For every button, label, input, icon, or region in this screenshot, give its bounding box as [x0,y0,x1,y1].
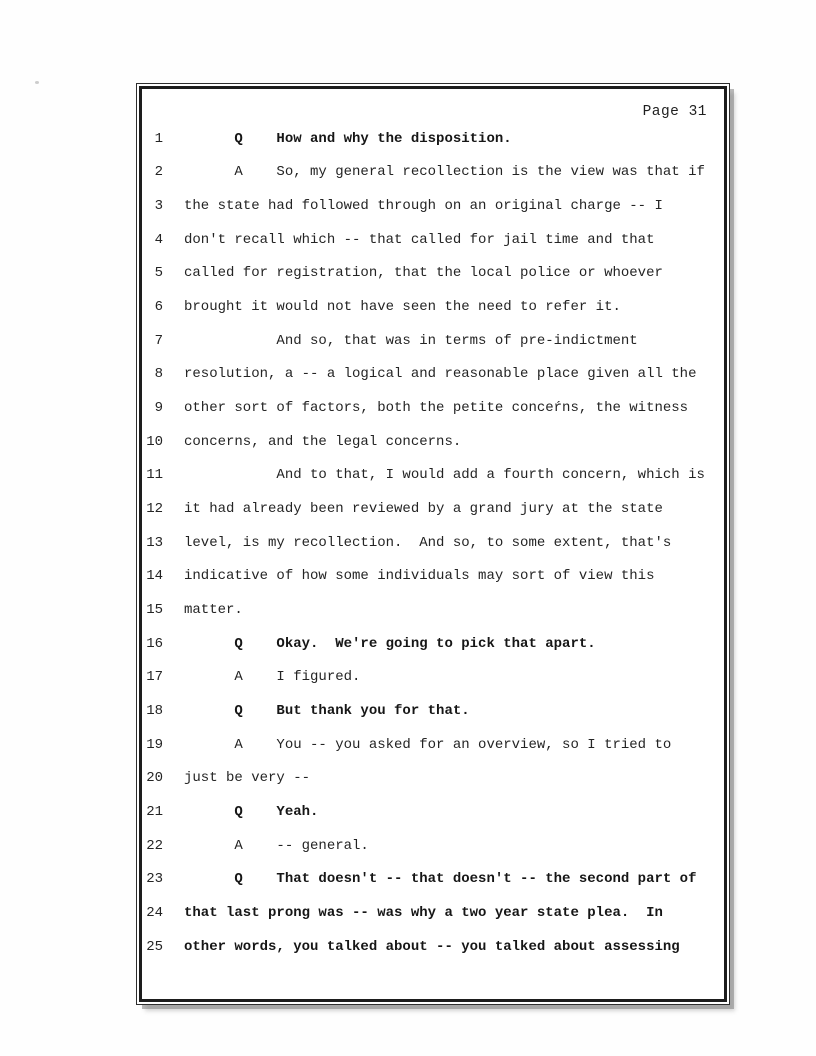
line-text: A -- general. [184,837,369,854]
line-text: brought it would not have seen the need to refer it. [184,299,621,316]
transcript-line [145,694,724,728]
line-number: 25 [146,938,163,955]
line-text: Q How and why the disposition. [184,130,512,147]
transcript-line [145,661,724,695]
transcript-line [145,189,724,223]
transcript-line [145,829,724,863]
transcript-line [145,526,724,560]
line-number: 23 [146,871,163,888]
line-text: resolution, a -- a logical and reasonable place given all the [184,366,697,383]
line-text: the state had followed through on an original charge -- I [184,198,663,215]
line-number: 21 [146,803,163,820]
line-text: matter. [184,602,243,619]
transcript-body [145,122,724,963]
line-number: 8 [154,366,163,383]
line-number: 2 [154,164,163,181]
transcript-line [145,560,724,594]
transcript-line [145,896,724,930]
line-number: 22 [146,837,163,854]
transcript-inner-frame [139,86,727,1002]
line-number: 9 [154,400,163,417]
transcript-line [145,862,724,896]
line-number: 1 [154,130,163,147]
line-number: 16 [146,635,163,652]
line-text: Q Okay. We're going to pick that apart. [184,635,596,652]
transcript-line [145,391,724,425]
line-text: indicative of how some individuals may sort of view this [184,568,655,585]
line-text: other sort of factors, both the petite conceŕns, the witness [184,400,689,417]
transcript-line [145,156,724,190]
line-text: concerns, and the legal concerns. [184,433,462,450]
scan-artifact-dot [35,81,39,84]
line-number: 5 [154,265,163,282]
line-text: just be very -- [184,770,311,787]
line-number: 18 [146,702,163,719]
line-number: 11 [146,467,163,484]
line-text: Q That doesn't -- that doesn't -- the second part of [184,871,697,888]
line-text: it had already been reviewed by a grand jury at the state [184,501,663,518]
line-text: don't recall which -- that called for jail time and that [184,231,655,248]
transcript-line [145,425,724,459]
line-number: 10 [146,433,163,450]
page-number-label: Page 31 [642,104,707,120]
line-number: 15 [146,602,163,619]
transcript-line [145,593,724,627]
line-text: And to that, I would add a fourth concern, which is [184,467,705,484]
line-text: A So, my general recollection is the view was that if [184,164,705,181]
transcript-line [145,324,724,358]
transcript-line [145,122,724,156]
line-text: level, is my recollection. And so, to some extent, that's [184,534,672,551]
line-text: other words, you talked about -- you talked about assessing [184,938,680,955]
transcript-line [145,728,724,762]
transcript-line [145,492,724,526]
line-number: 13 [146,534,163,551]
transcript-line [145,358,724,392]
line-text: A You -- you asked for an overview, so I tried to [184,736,672,753]
transcript-line [145,459,724,493]
line-text: called for registration, that the local police or whoever [184,265,663,282]
line-number: 12 [146,501,163,518]
line-number: 4 [154,231,163,248]
line-number: 17 [146,669,163,686]
transcript-line [145,795,724,829]
line-text: that last prong was -- was why a two year state plea. In [184,904,663,921]
transcript-line [145,257,724,291]
line-number: 14 [146,568,163,585]
line-number: 20 [146,770,163,787]
line-number: 6 [154,299,163,316]
transcript-line [145,290,724,324]
transcript-line [145,627,724,661]
line-number: 7 [154,332,163,349]
line-text: And so, that was in terms of pre-indictment [184,332,638,349]
transcript-border-frame [136,83,730,1005]
line-text: Q Yeah. [184,803,319,820]
line-text: A I figured. [184,669,361,686]
line-text: Q But thank you for that. [184,702,470,719]
transcript-line [145,223,724,257]
transcript-line [145,930,724,964]
line-number: 19 [146,736,163,753]
line-number: 3 [154,198,163,215]
transcript-line [145,761,724,795]
line-number: 24 [146,904,163,921]
